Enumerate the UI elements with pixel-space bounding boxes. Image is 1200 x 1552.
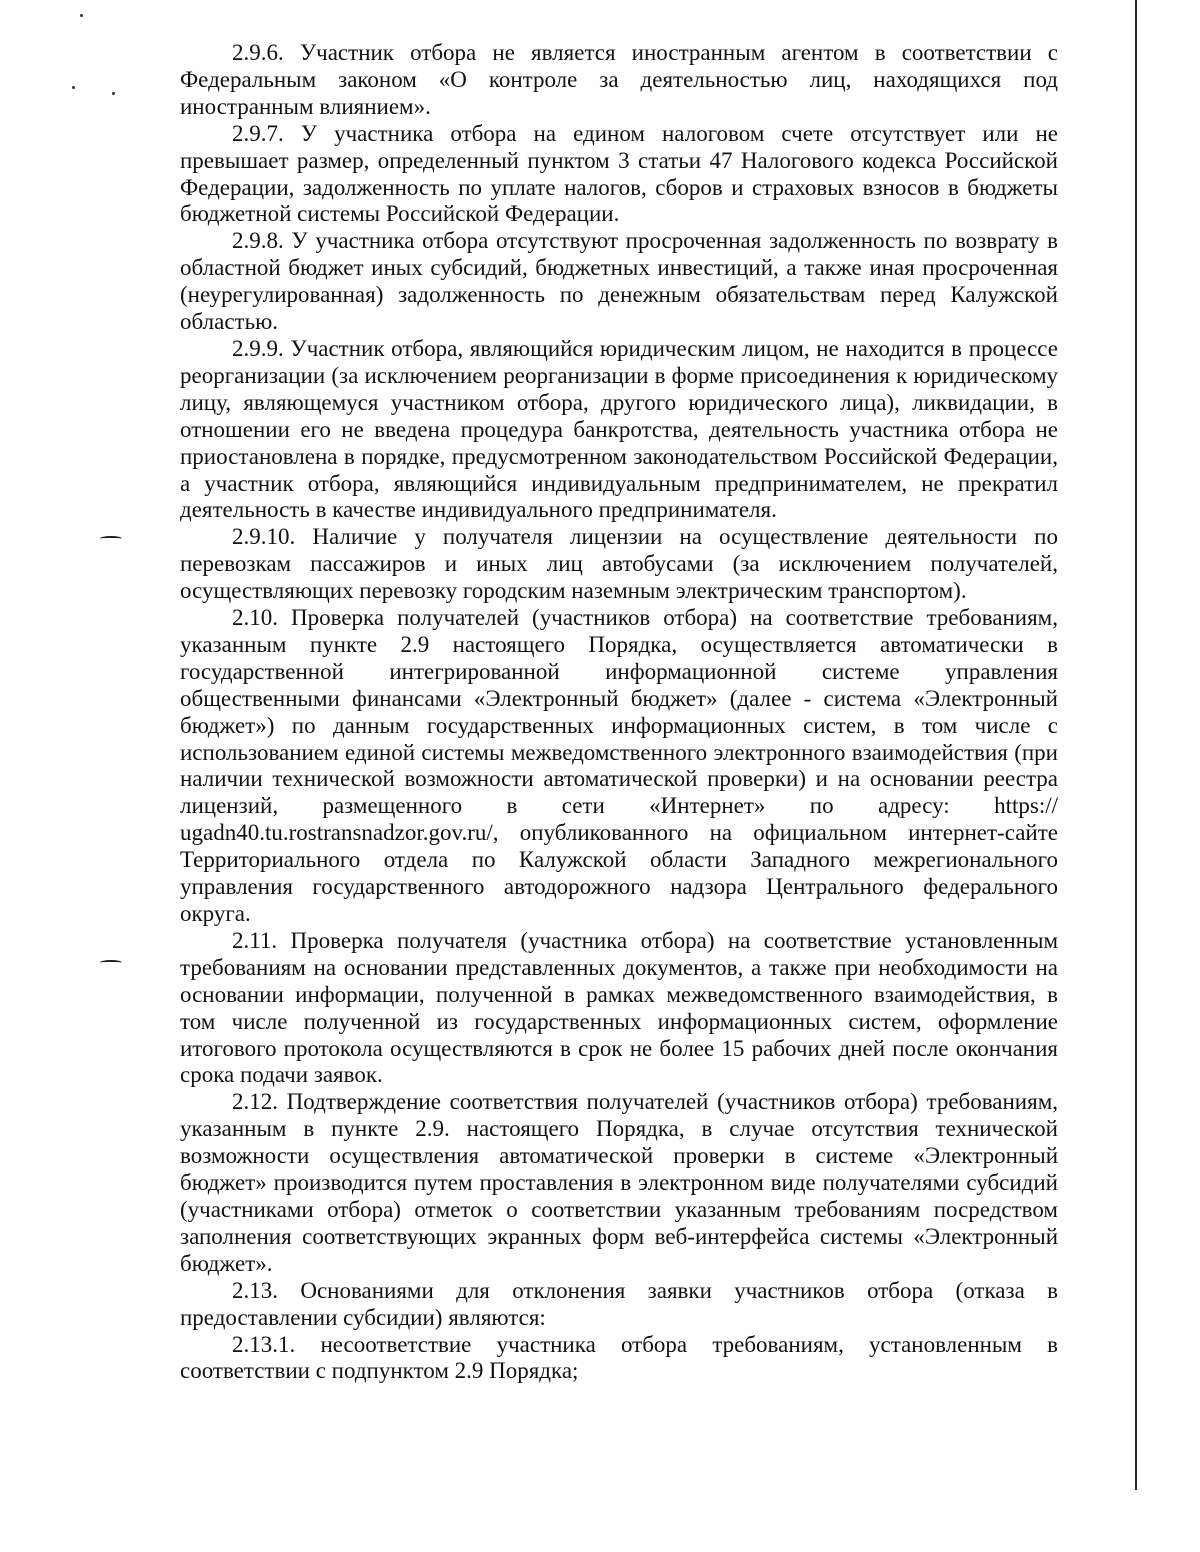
paragraph-2-10: 2.10. Проверка получателей (участников отбора) на соответствие требованиям, указанным пункте 2.9 настоящего Порядка, осуществляется автоматически в государственной интегрированной информационной системе управления общественными финансами «Электронный бюджет» (далее - система «Электронный бюджет») по данным государственных информационных систем, в том числе с использованием единой системы межведомственного электронного взаимодействия (при наличии технической возможности автоматической проверки) и на основании реестра лицензий, размещенного в сети «Интернет» по адресу: https:// ugadn40.tu.rostransnadzor.gov.ru/, опубликованного на официальном интернет-сайте Территориального отдела по Калужской области Западного межрегионального управления государственного автодорожного надзора Центрального федерального округа. — [180, 605, 1058, 926]
paragraph-2-9-9: 2.9.9. Участник отбора, являющийся юридическим лицом, не находится в процессе реорганизации (за исключением реорганизации в форме присоединения к юридическому лицу, являющемуся участником отбора, другого юридического лица), ликвидации, в отношении его не введена процедура банкротства, деятельность участника отбора не приостановлена в порядке, предусмотренном законодательством Российской Федерации, а участник отбора, являющийся индивидуальным предпринимателем, не прекратил деятельность в качестве индивидуального предпринимателя. — [180, 335, 1058, 523]
scan-speck — [80, 14, 83, 17]
paragraph-2-9-8: 2.9.8. У участника отбора отсутствуют просроченная задолженность по возврату в областной бюджет иных субсидий, бюджетных инвестиций, а также иная просроченная (неурегулированная) задолженность по денежным обязательствам перед Калужской областью. — [180, 228, 1058, 335]
scan-speck — [112, 92, 115, 95]
paragraph-2-13-1: 2.13.1. несоответствие участника отбора требованиям, установленным в соответствии с подпунктом 2.9 Порядка; — [180, 1331, 1058, 1384]
paragraph-2-11: 2.11. Проверка получателя (участника отбора) на соответствие установленным требованиям на основании представленных документов, а также при необходимости на основании информации, полученной в рамках межведомственного взаимодействия, в том числе полученной из государственных информационных систем, оформление итогового протокола осуществляются в срок не более 15 рабочих дней после окончания срока подачи заявок. — [180, 927, 1058, 1088]
paragraph-2-9-7: 2.9.7. У участника отбора на едином налоговом счете отсутствует или не превышает размер, определенный пунктом 3 статьи 47 Налогового кодекса Российской Федерации, задолженность по уплате налогов, сборов и страховых взносов в бюджеты бюджетной системы Российской Федерации. — [180, 120, 1058, 227]
scan-right-edge-line — [1135, 0, 1137, 1490]
paragraph-2-13: 2.13. Основаниями для отклонения заявки участников отбора (отказа в предоставлении субсидии) являются: — [180, 1277, 1058, 1330]
scan-punch-mark — [100, 960, 122, 965]
document-body — [180, 40, 1058, 1385]
paragraph-2-9-6: 2.9.6. Участник отбора не является иностранным агентом в соответствии с Федеральным законом «О контроле за деятельностью лиц, находящихся под иностранным влиянием». — [180, 40, 1058, 119]
paragraph-2-9-10: 2.9.10. Наличие у получателя лицензии на осуществление деятельности по перевозкам пассажиров и иных лиц автобусами (за исключением получателей, осуществляющих перевозку городским наземным электрическим транспортом). — [180, 524, 1058, 604]
scan-speck — [72, 86, 75, 89]
scan-punch-mark — [100, 536, 122, 541]
paragraph-2-12: 2.12. Подтверждение соответствия получателей (участников отбора) требованиям, указанным в пункте 2.9. настоящего Порядка, в случае отсутствия технической возможности осуществления автоматической проверки в системе «Электронный бюджет» производится путем проставления в электронном виде получателями субсидий (участниками отбора) отметок о соответствии указанным требованиям посредством заполнения соответствующих экранных форм веб-интерфейса системы «Электронный бюджет». — [180, 1089, 1058, 1276]
